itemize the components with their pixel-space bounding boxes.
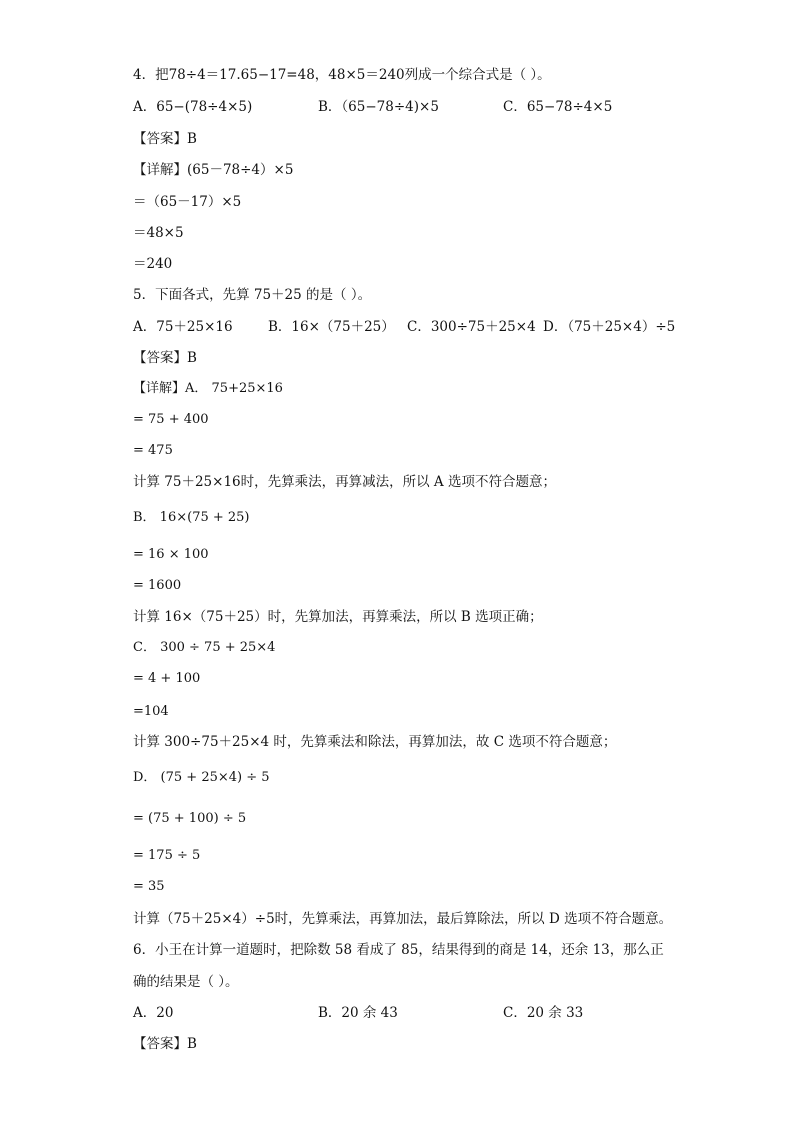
- q6-answer: 【答案】B: [133, 1036, 197, 1052]
- q6-option-a: A．20: [133, 1005, 174, 1021]
- q5-detail-c-line-1: C． 300 ÷ 75 + 25×4: [133, 640, 276, 655]
- q4-option-c: C．65−78÷4×5: [503, 99, 613, 115]
- q5-option-d: D．（75＋25×4）÷5: [543, 319, 676, 335]
- q4-detail-line-1: 【详解】(65－78÷4）×5: [133, 162, 294, 178]
- q6-option-b: B．20 余 43: [318, 1005, 398, 1021]
- q5-option-c: C．300÷75＋25×4: [407, 319, 536, 335]
- q5-detail-a-line-1: 【详解】A． 75+25×16: [133, 381, 283, 396]
- q4-answer: 【答案】B: [133, 131, 197, 147]
- q5-detail-a-line-3: = 475: [133, 443, 173, 458]
- q5-detail-b-line-3: = 1600: [133, 578, 182, 593]
- q5-detail-c-line-2: = 4 + 100: [133, 671, 201, 686]
- q4-option-b: B．（65−78÷4)×5: [318, 99, 439, 115]
- q5-note-d: 计算（75＋25×4）÷5时，先算乘法，再算加法，最后算除法，所以 D 选项不符合题意。: [133, 911, 673, 927]
- q5-stem: 5．下面各式，先算 75＋25 的是（ ）。: [133, 287, 372, 303]
- q4-detail-line-4: ＝240: [133, 256, 173, 272]
- q5-note-c: 计算 300÷75＋25×4 时，先算乘法和除法，再算加法，故 C 选项不符合题意；: [133, 734, 617, 750]
- q5-detail-b-line-2: = 16 × 100: [133, 547, 209, 562]
- q5-note-a: 计算 75＋25×16时，先算乘法，再算减法，所以 A 选项不符合题意；: [133, 474, 556, 490]
- q5-detail-a-line-2: = 75 + 400: [133, 412, 209, 427]
- q5-detail-d-line-2: = (75 + 100) ÷ 5: [133, 811, 247, 826]
- q5-detail-d-line-4: = 35: [133, 879, 165, 894]
- q4-stem: 4．把78÷4＝17.65−17=48，48×5＝240列成一个综合式是（ ）。: [133, 67, 551, 83]
- q5-detail-d-line-1: D． (75 + 25×4) ÷ 5: [133, 770, 270, 785]
- q6-option-c: C．20 余 33: [503, 1005, 584, 1021]
- q6-stem-line-1: 6．小王在计算一道题时，把除数 58 看成了 85，结果得到的商是 14，还余 13，那么正: [133, 942, 664, 958]
- q5-detail-d-line-3: = 175 ÷ 5: [133, 848, 201, 863]
- q5-detail-b-line-1: B． 16×(75 + 25): [133, 510, 250, 525]
- q4-detail-line-2: ＝（65－17）×5: [133, 194, 242, 210]
- q5-option-b: B．16×（75＋25）: [268, 319, 395, 335]
- q5-option-a: A．75＋25×16: [133, 319, 233, 335]
- q4-detail-line-3: ＝48×5: [133, 225, 184, 241]
- q5-note-b: 计算 16×（75＋25）时，先算加法，再算乘法，所以 B 选项正确；: [133, 609, 543, 625]
- q6-stem-line-2: 确的结果是（ ）。: [133, 974, 239, 990]
- q5-answer: 【答案】B: [133, 350, 197, 366]
- q5-detail-c-line-3: =104: [133, 704, 169, 719]
- q4-option-a: A．65−(78÷4×5): [133, 99, 253, 115]
